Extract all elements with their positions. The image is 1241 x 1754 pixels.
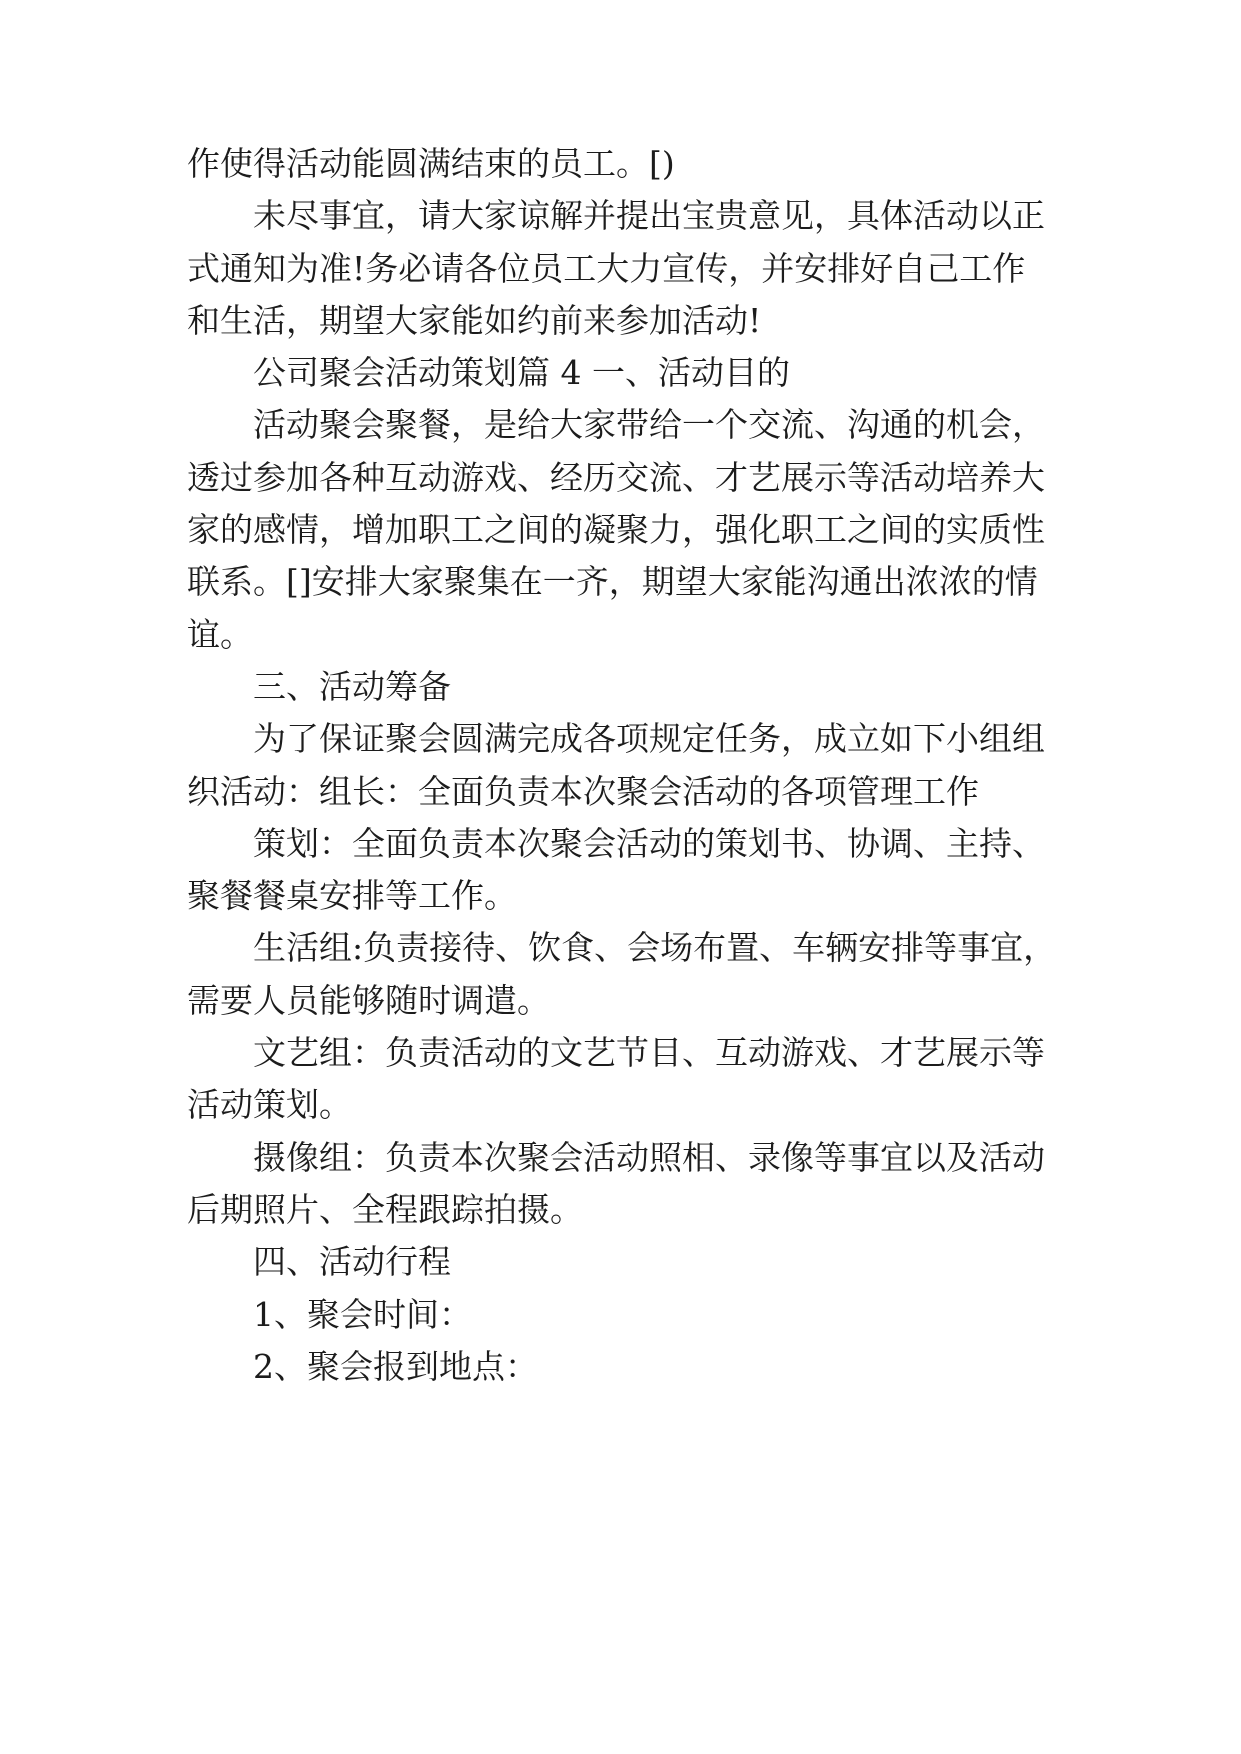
text-line: 聚餐餐桌安排等工作。: [187, 876, 517, 916]
text-line: 后期照片、全程跟踪拍摄。: [187, 1189, 583, 1229]
text-line: 未尽事宜，请大家谅解并提出宝贵意见，具体活动以正: [253, 196, 1045, 236]
paragraph-closing-note: [187, 190, 1107, 347]
text-line: 策划：全面负责本次聚会活动的策划书、协调、主持、: [253, 823, 1045, 863]
text-line: 谊。: [187, 614, 253, 654]
heading-line: 公司聚会活动策划篇 4 一、活动目的: [253, 353, 790, 393]
section-heading-schedule: [187, 1236, 1107, 1288]
text-line: 需要人员能够随时调遣。: [187, 980, 550, 1020]
paragraph-purpose: [187, 399, 1107, 660]
text-line: 2、聚会报到地点：: [253, 1346, 538, 1386]
text-line: 透过参加各种互动游戏、经历交流、才艺展示等活动培养大: [187, 457, 1045, 497]
paragraph-preparation: [187, 713, 1107, 818]
text-line: 文艺组：负责活动的文艺节目、互动游戏、才艺展示等: [253, 1033, 1045, 1073]
paragraph-arts-group: [187, 1027, 1107, 1132]
text-line: 活动聚会聚餐，是给大家带给一个交流、沟通的机会，: [253, 405, 1045, 445]
text-line: 家的感情，增加职工之间的凝聚力，强化职工之间的实质性: [187, 510, 1045, 550]
schedule-item-location: [187, 1341, 1107, 1393]
paragraph-continuation: [187, 138, 1107, 190]
paragraph-planning-role: [187, 818, 1107, 923]
section-heading-preparation: [187, 661, 1107, 713]
text-line: 作使得活动能圆满结束的员工。[): [187, 144, 675, 183]
schedule-item-time: [187, 1289, 1107, 1341]
text-line: 和生活，期望大家能如约前来参加活动!: [187, 300, 762, 340]
section-heading-purpose: [187, 347, 1107, 399]
document-body: [187, 138, 1107, 1393]
text-line: 式通知为准!务必请各位员工大力宣传，并安排好自己工作: [187, 248, 1026, 288]
text-line: 活动策划。: [187, 1085, 352, 1125]
paragraph-logistics-group: [187, 922, 1107, 1027]
heading-line: 三、活动筹备: [253, 666, 451, 706]
text-line: 1、聚会时间：: [253, 1294, 472, 1334]
paragraph-photo-group: [187, 1132, 1107, 1237]
text-line: 摄像组：负责本次聚会活动照相、录像等事宜以及活动: [253, 1137, 1045, 1177]
text-line: 为了保证聚会圆满完成各项规定任务，成立如下小组组: [253, 719, 1045, 759]
text-line: 织活动：组长：全面负责本次聚会活动的各项管理工作: [187, 771, 979, 811]
text-line: 联系。[]安排大家聚集在一齐，期望大家能沟通出浓浓的情: [187, 562, 1038, 602]
text-line: 生活组:负责接待、饮食、会场布置、车辆安排等事宜，: [253, 928, 1057, 968]
heading-line: 四、活动行程: [253, 1242, 451, 1282]
